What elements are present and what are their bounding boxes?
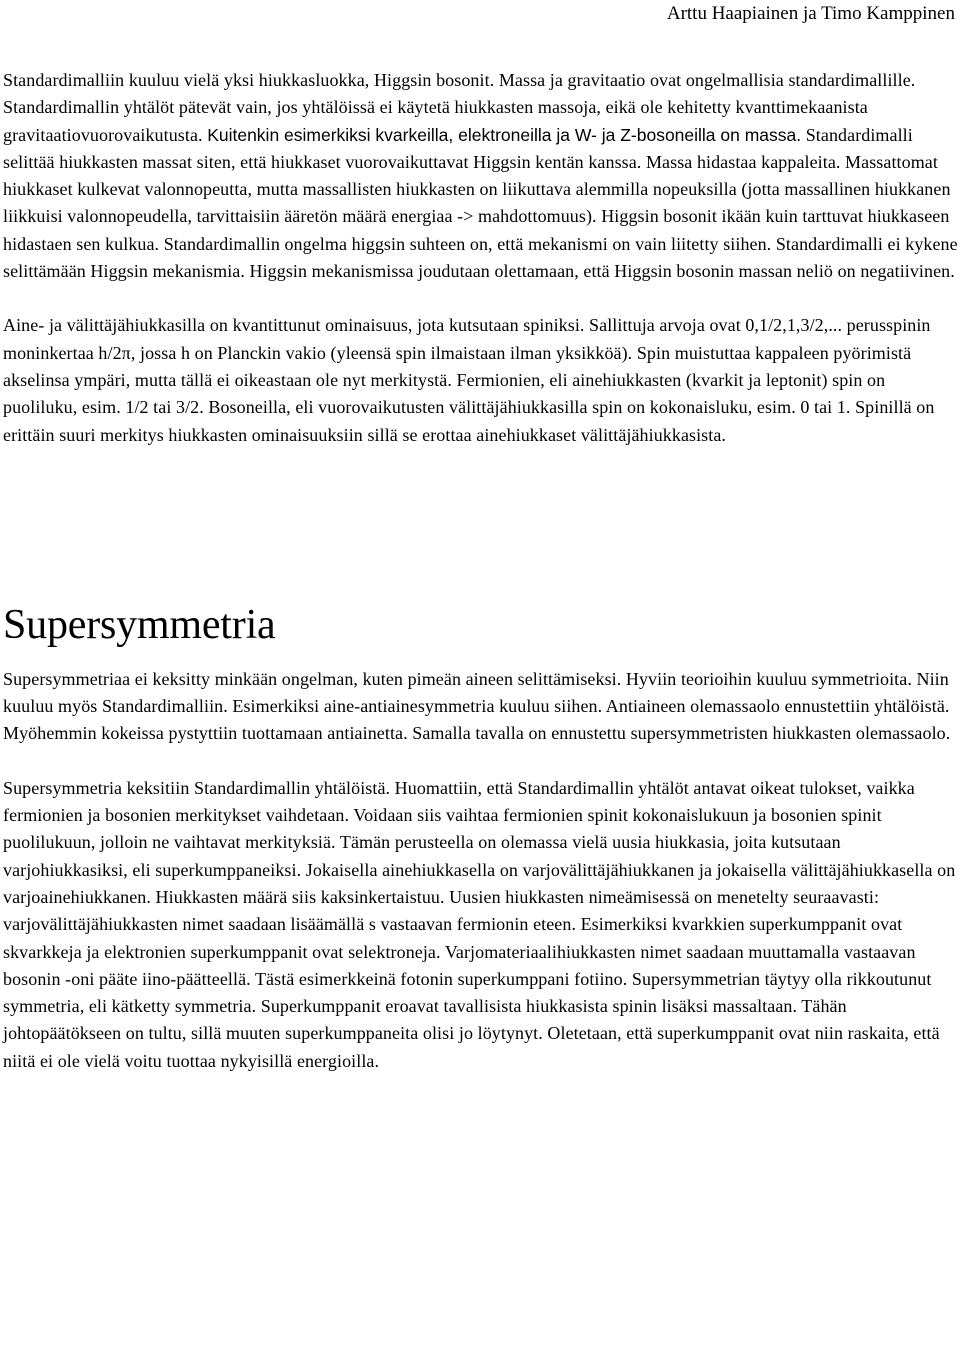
supersymmetry-intro-paragraph: Supersymmetriaa ei keksitty minkään ongelman, kuten pimeän aineen selittämiseksi. Hyviin teorioihin kuuluu symmetrioita. Niin kuuluu myös Standardimalliin. Esimerkiksi aine-antiainesymmetria kuuluu siihen. Antiaineen olemassaolo ennustettiin yhtälöistä. Myöhemmin kokeissa pystyttiin tuottamaan antiainetta. Samalla tavalla on ennustettu supersymmetristen hiukkasten olemassaolo. — [3, 668, 951, 744]
document-body — [3, 67, 958, 1075]
section-title: Supersymmetria — [3, 601, 276, 648]
higgs-paragraph — [3, 67, 958, 285]
page-header-authors: Arttu Haapiainen ja Timo Kamppinen — [666, 3, 955, 24]
higgs-paragraph-part-1: Standardimalliin kuuluu vielä yksi hiukkasluokka, Higgsin bosonit. Massa ja gravitaatio ovat ongelmallisia standardimallille. Standardimallin yhtälöt pätevät vain, jos yhtälöissä ei käytetä hiukkasten massoja, eikä ole kehitetty kvanttimekaanista gravitaatiovuorovaikutusta. — [3, 70, 916, 145]
superpartners-paragraph: Supersymmetria keksitiin Standardimallin yhtälöistä. Huomattiin, että Standardimallin yhtälöt antavat oikeat tulokset, vaikka fermionien ja bosonien merkitykset vaihdetaan. Voidaan siis vaihtaa fermionien spinit kokonaislukuun ja bosonien spinit puolilukuun, jolloin ne vaihtavat merkityksiä. Tämän perusteella on olemassa vielä uusia hiukkasia, joita kutsutaan varjohiukkasiksi, eli superkumppaneiksi. Jokaisella ainehiukkasella on varjovälittäjähiukkanen ja jokaisella välittäjähiukkasella on varjoainehiukkanen. Hiukkasten määrä siis kaksinkertaistuu. Uusien hiukkasten nimeämisessä on menetelty seuraavasti: varjovälittäjähiukkasten nimet saadaan lisäämällä s vastaavan fermionin eteen. Esimerkiksi kvarkkien superkumppanit ovat skvarkkeja ja elektronien superkumppanit ovat selektroneja. Varjomateriaalihiukkasten nimet saadaan muuttamalla vastaavan bosonin -oni pääte iino-päätteellä. Tästä esimerkkeinä fotonin superkumppani fotiino. Supersymmetrian täytyy olla rikkoutunut symmetria, eli kätketty symmetria. Superkumppanit eroavat tavallisista hiukkasista spinin lisäksi massaltaan. Tähän johtopäätökseen on tultu, sillä muuten superkumppaneita olisi jo löytynyt. Oletetaan, että superkumppanit ovat niin raskaita, että niitä ei ole vielä voitu tuottaa nykyisillä energioilla. — [3, 777, 956, 1071]
section-spacer — [3, 449, 958, 600]
spin-paragraph: Aine- ja välittäjähiukkasilla on kvantittunut ominaisuus, jota kutsutaan spiniksi. Sallittuja arvoja ovat 0,1/2,1,3/2,... perusspinin moninkertaa h/2π, jossa h on Planckin vakio (yleensä spin ilmaistaan ilman yksikköä). Spin muistuttaa kappaleen pyörimistä akselinsa ympäri, mutta tällä ei oikeastaan ole nyt merkitystä. Fermionien, eli ainehiukkasten (kvarkit ja leptonit) spin on puoliluku, esim. 1/2 tai 3/2. Bosoneilla, eli vuorovaikutusten välittäjähiukkasilla spin on kokonaisluku, esim. 0 tai 1. Spinillä on erittäin suuri merkitys hiukkasten ominaisuuksiin sillä se erottaa ainehiukkaset välittäjähiukkasista. — [3, 315, 935, 445]
paragraph-spacer — [3, 748, 958, 775]
higgs-paragraph-part-3: Standardimalli selittää hiukkasten massat siten, että hiukkaset vuorovaikuttavat Higgsin kentän kanssa. Massa hidastaa kappaleita. Massattomat hiukkaset kulkevat valonnopeutta, mutta massallisten hiukkasten on liikuttava alemmilla nopeuksilla (jotta massallinen hiukkanen liikkuisi valonnopeudella, tarvittaisiin ääretön määrä energiaa -> mahdottomuus). Higgsin bosonit ikään kuin tarttuvat hiukkaseen hidastaen sen kulkua. Standardimallin ongelma higgsin suhteen on, että mekanismi on vain liitetty siihen. Standardimalli ei kykene selittämään Higgsin mekanismia. Higgsin mekanismissa joudutaan olettamaan, että Higgsin bosonin massan neliö on negatiivinen. — [3, 124, 958, 282]
paragraph-spacer — [3, 285, 958, 312]
higgs-paragraph-part-2: Kuitenkin esimerkiksi kvarkeilla, elektroneilla ja W- ja Z-bosoneilla on massa. — [207, 124, 802, 145]
